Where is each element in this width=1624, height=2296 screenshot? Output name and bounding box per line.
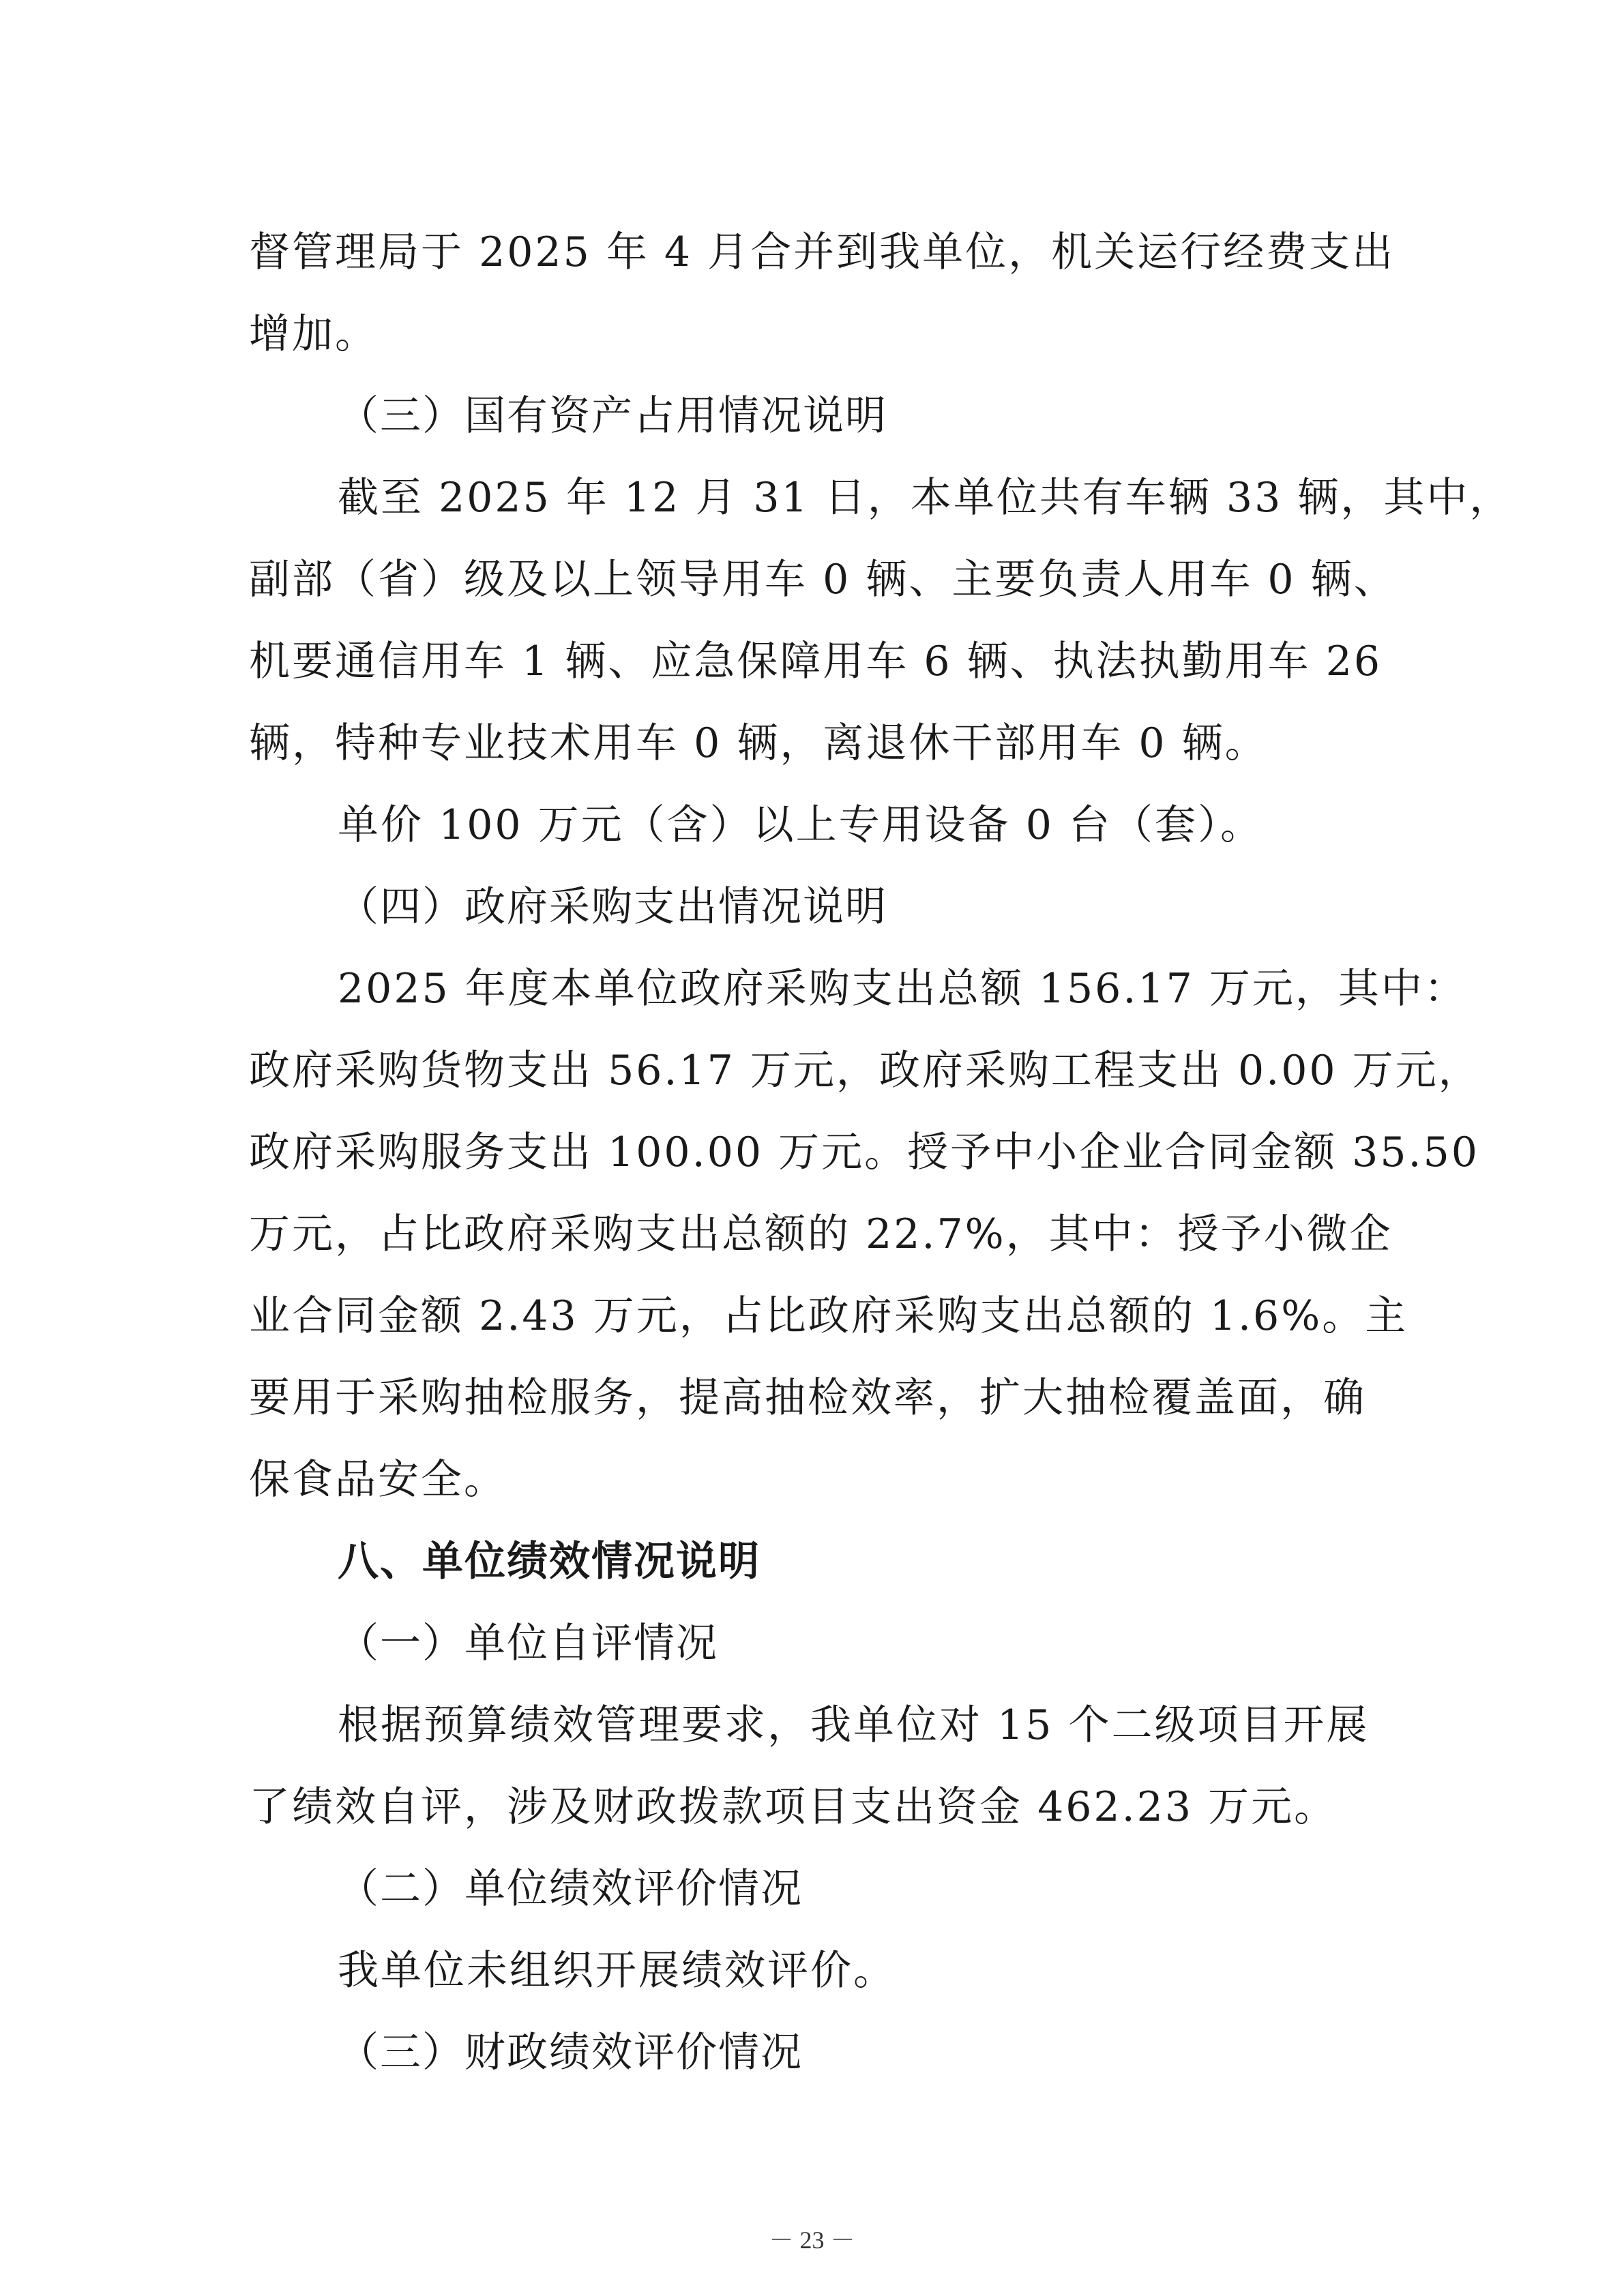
- paragraph-line: 要用于采购抽检服务，提高抽检效率，扩大抽检覆盖面，确: [249, 1374, 1366, 1422]
- paragraph-line: 政府采购货物支出 56.17 万元，政府采购工程支出 0.00 万元，: [249, 1047, 1481, 1094]
- chapter-heading-performance: 八、单位绩效情况说明: [338, 1538, 761, 1585]
- section-heading-unit-evaluation: （二）单位绩效评价情况: [338, 1865, 803, 1913]
- paragraph-line: 了绩效自评，涉及财政拨款项目支出资金 462.23 万元。: [249, 1783, 1338, 1831]
- paragraph-line: 2025 年度本单位政府采购支出总额 156.17 万元，其中：: [338, 965, 1467, 1013]
- paragraph-line: 增加。: [249, 310, 378, 358]
- paragraph-line: 督管理局于 2025 年 4 月合并到我单位，机关运行经费支出: [249, 228, 1396, 276]
- page-number: － 23 －: [769, 2226, 855, 2254]
- paragraph-line: 副部（省）级及以上领导用车 0 辆、主要负责人用车 0 辆、: [249, 556, 1397, 603]
- paragraph-line: 业合同金额 2.43 万元，占比政府采购支出总额的 1.6%。主: [249, 1292, 1408, 1340]
- paragraph-line: 辆，特种专业技术用车 0 辆，离退休干部用车 0 辆。: [249, 719, 1268, 767]
- section-heading-self-evaluation: （一）单位自评情况: [338, 1620, 718, 1667]
- paragraph-line: 机要通信用车 1 辆、应急保障用车 6 辆、执法执勤用车 26: [249, 638, 1383, 685]
- paragraph-line: 单价 100 万元（含）以上专用设备 0 台（套）。: [338, 801, 1263, 849]
- paragraph-line: 万元，占比政府采购支出总额的 22.7%，其中：授予小微企: [249, 1210, 1393, 1258]
- paragraph-line: 根据预算绩效管理要求，我单位对 15 个二级项目开展: [338, 1701, 1370, 1749]
- paragraph-line: 政府采购服务支出 100.00 万元。授予中小企业合同金额 35.50: [249, 1129, 1479, 1176]
- section-heading-procurement: （四）政府采购支出情况说明: [338, 883, 887, 931]
- paragraph-line: 我单位未组织开展绩效评价。: [338, 1947, 896, 1995]
- paragraph-line: 保食品安全。: [249, 1456, 507, 1504]
- document-body: [249, 211, 1513, 2093]
- section-heading-assets: （三）国有资产占用情况说明: [338, 392, 887, 440]
- paragraph-line: 截至 2025 年 12 月 31 日，本单位共有车辆 33 辆，其中，: [338, 474, 1513, 522]
- section-heading-fiscal-evaluation: （三）财政绩效评价情况: [338, 2029, 803, 2076]
